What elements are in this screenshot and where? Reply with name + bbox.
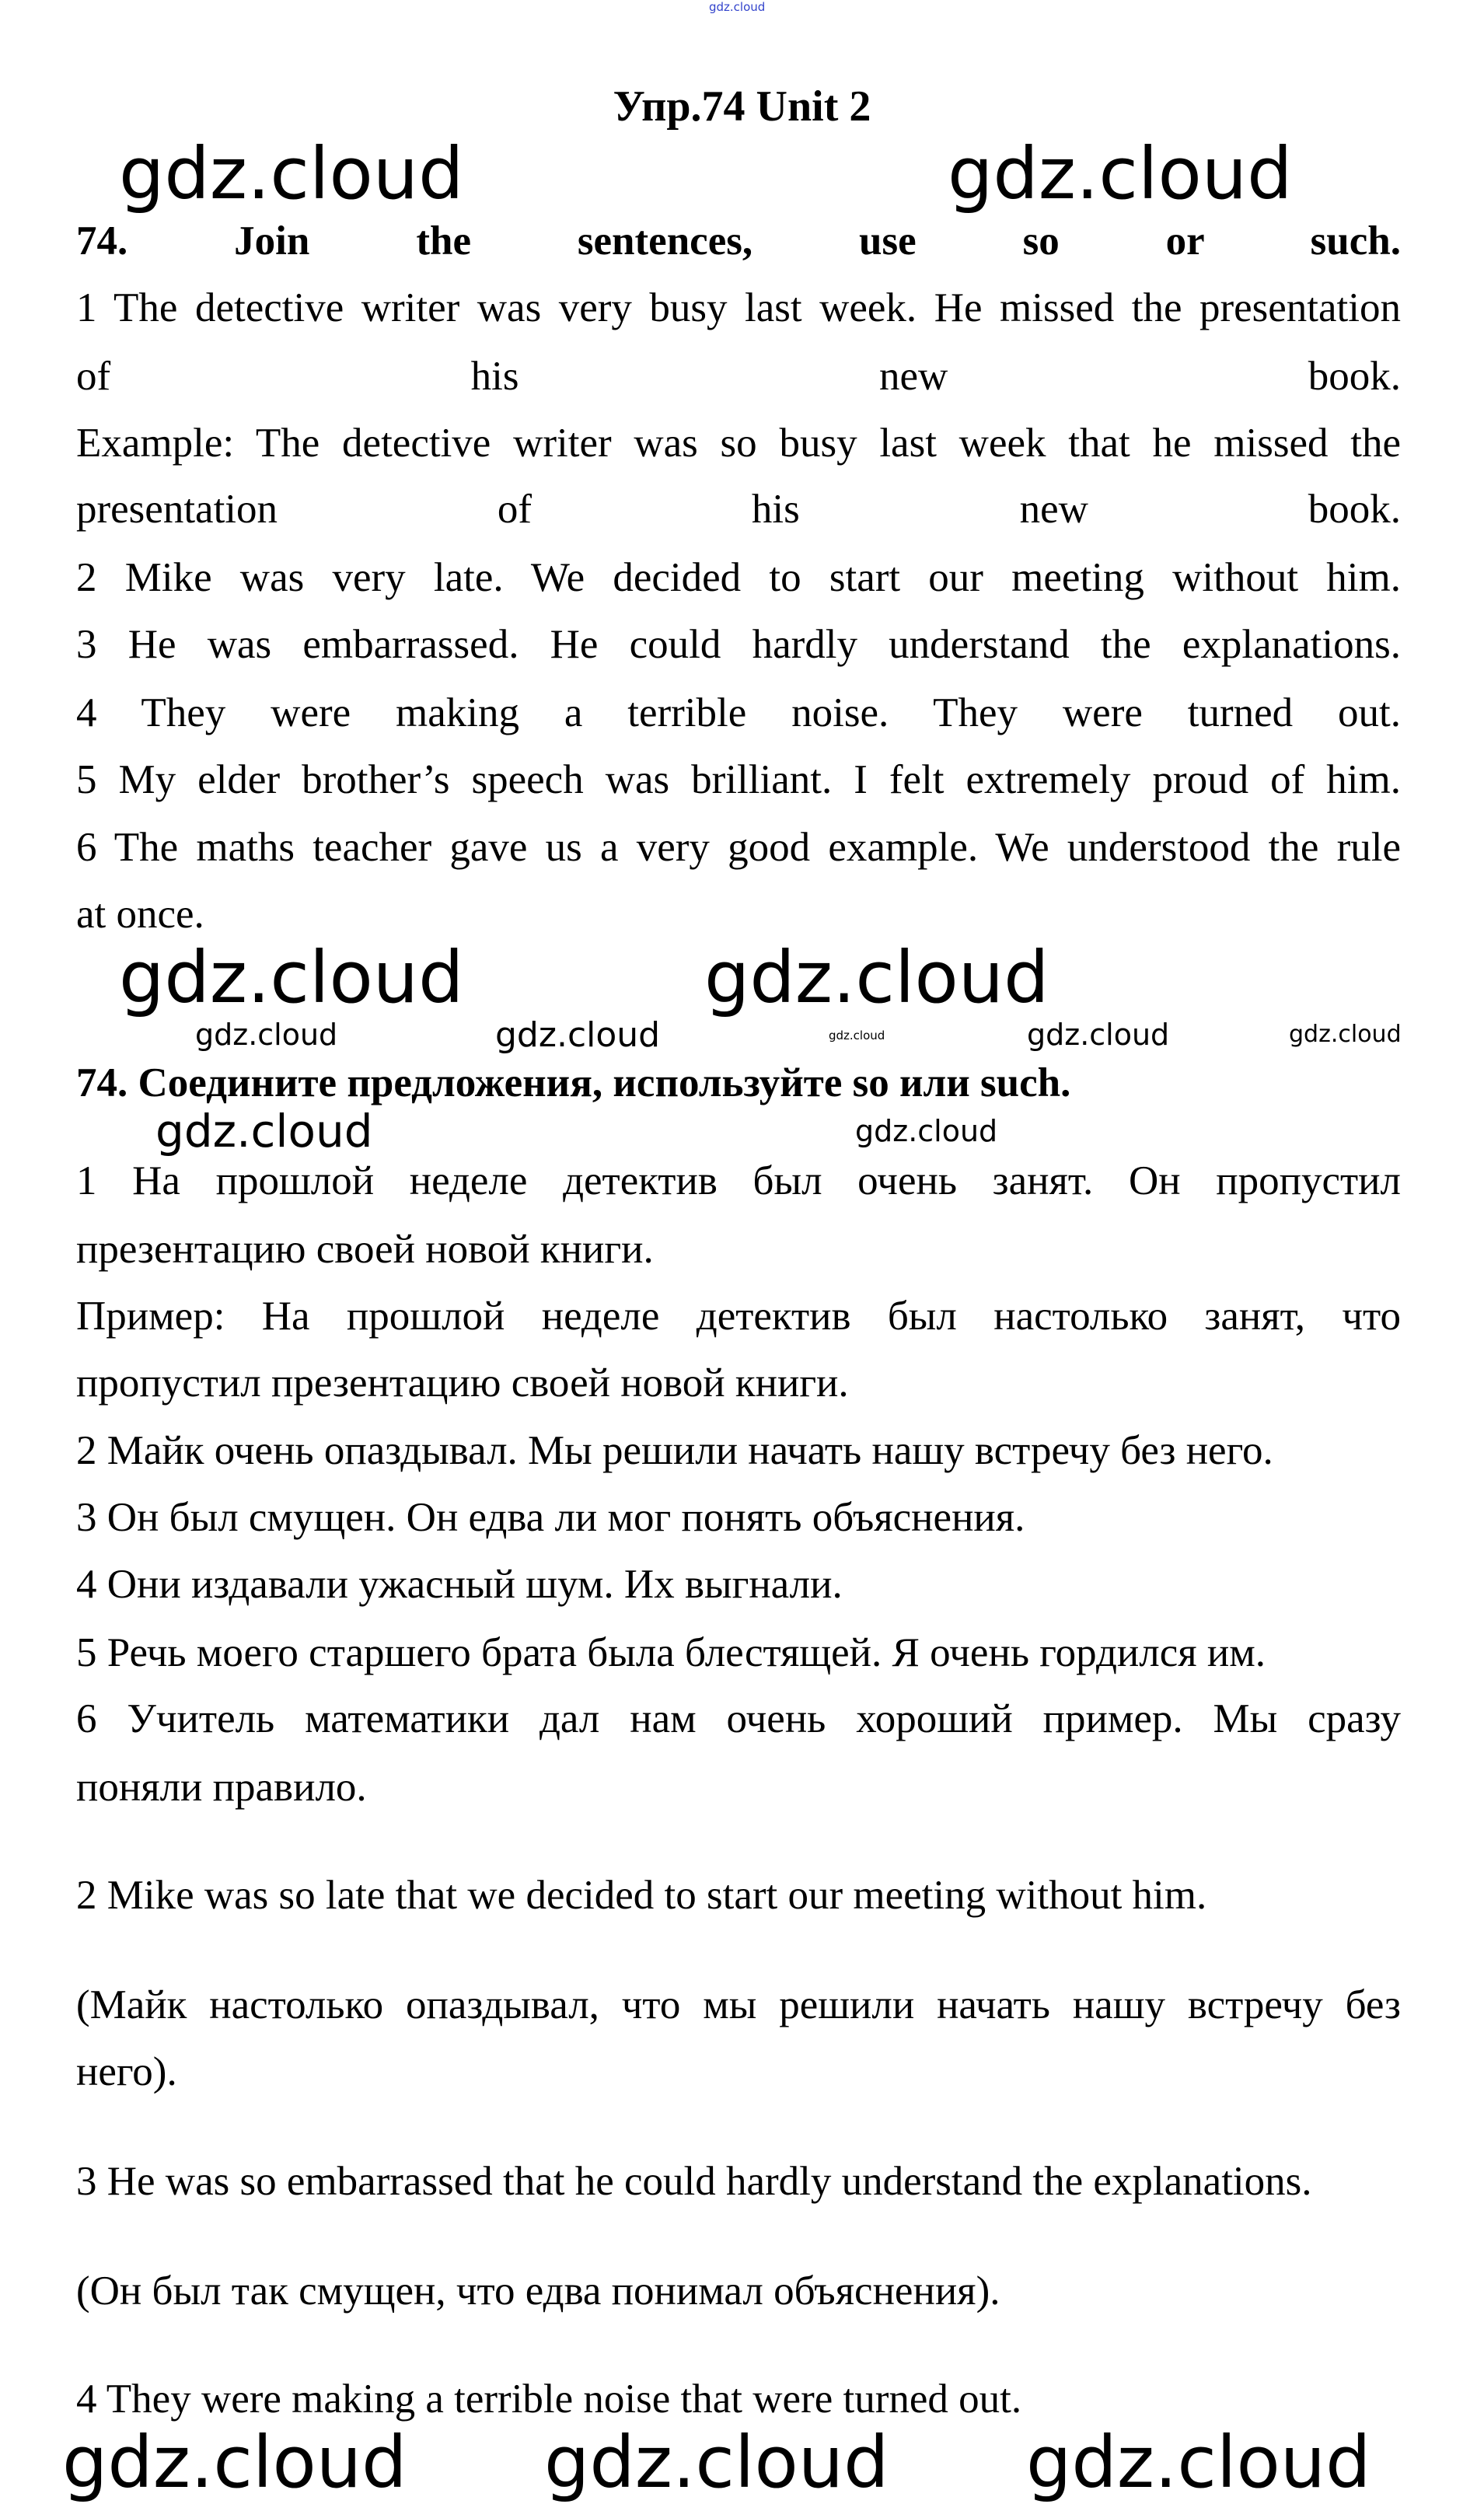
task-line-ru: 2 Майк очень опаздывал. Мы решили начать нашу встречу без него. [76,1428,1273,1473]
task-line: 5 My elder brother’s speech was brilliant. I felt extremely proud of him. [76,757,1401,802]
answer-line: 2 Mike was so late that we decided to start our meeting without him. [76,1873,1207,1918]
task-line-ru: пропустил презентацию своей новой книги. [76,1360,849,1406]
task-line: 1 The detective writer was very busy last week. He missed the presentation [76,285,1401,330]
page-title: Упр.74 Unit 2 [613,82,871,131]
watermark: gdz.cloud [1026,2421,1371,2504]
task-line: 2 Mike was very late. We decided to start our meeting without him. [76,555,1401,600]
task-heading-en: 74. Join the sentences, use so or such. [76,218,1401,264]
answer-line: 4 They were making a terrible noise that were turned out. [76,2377,1022,2422]
watermark: gdz.cloud [829,1028,885,1042]
task-line: Example: The detective writer was so busy last week that he missed the [76,421,1401,466]
watermark: gdz.cloud [195,1018,338,1052]
watermark-top: gdz.cloud [709,0,766,14]
task-line-ru: 6 Учитель математики дал нам очень хороший пример. Мы сразу [76,1696,1401,1741]
task-line-ru: 5 Речь моего старшего брата была блестящей. Я очень гордился им. [76,1630,1266,1675]
task-heading-ru: 74. Соедините предложения, используйте so или such. [76,1060,1071,1105]
watermark: gdz.cloud [155,1105,373,1158]
task-line-ru: Пример: На прошлой неделе детектив был настолько занят, что [76,1294,1401,1339]
watermark: gdz.cloud [948,132,1293,215]
answer-line: (Он был так смущен, что едва понимал объяснения). [76,2268,1000,2314]
task-line: of his new book. [76,354,1401,399]
watermark: gdz.cloud [1027,1018,1170,1052]
task-line: 6 The maths teacher gave us a very good example. We understood the rule [76,825,1401,870]
watermark: gdz.cloud [62,2421,407,2504]
task-line: 3 He was embarrassed. He could hardly understand the explanations. [76,622,1401,667]
task-line-ru: 3 Он был смущен. Он едва ли мог понять объяснения. [76,1495,1025,1540]
task-line-ru: 1 На прошлой неделе детектив был очень занят. Он пропустил [76,1158,1401,1203]
task-line: 4 They were making a terrible noise. They were turned out. [76,690,1401,735]
answer-line: него). [76,2049,177,2094]
task-line: presentation of his new book. [76,487,1401,532]
task-line-ru: 4 Они издавали ужасный шум. Их выгнали. [76,1562,843,1607]
watermark: gdz.cloud [1289,1021,1402,1048]
task-line: at once. [76,892,204,937]
watermark: gdz.cloud [119,936,464,1019]
watermark: gdz.cloud [544,2421,889,2504]
answer-line: 3 He was so embarrassed that he could hardly understand the explanations. [76,2159,1312,2204]
task-line-ru: поняли правило. [76,1765,367,1810]
watermark: gdz.cloud [704,936,1049,1019]
answer-line: (Майк настолько опаздывал, что мы решили начать нашу встречу без [76,1982,1401,2027]
watermark: gdz.cloud [495,1015,661,1055]
task-line-ru: презентацию своей новой книги. [76,1227,654,1272]
watermark: gdz.cloud [119,132,464,215]
watermark: gdz.cloud [855,1114,998,1148]
